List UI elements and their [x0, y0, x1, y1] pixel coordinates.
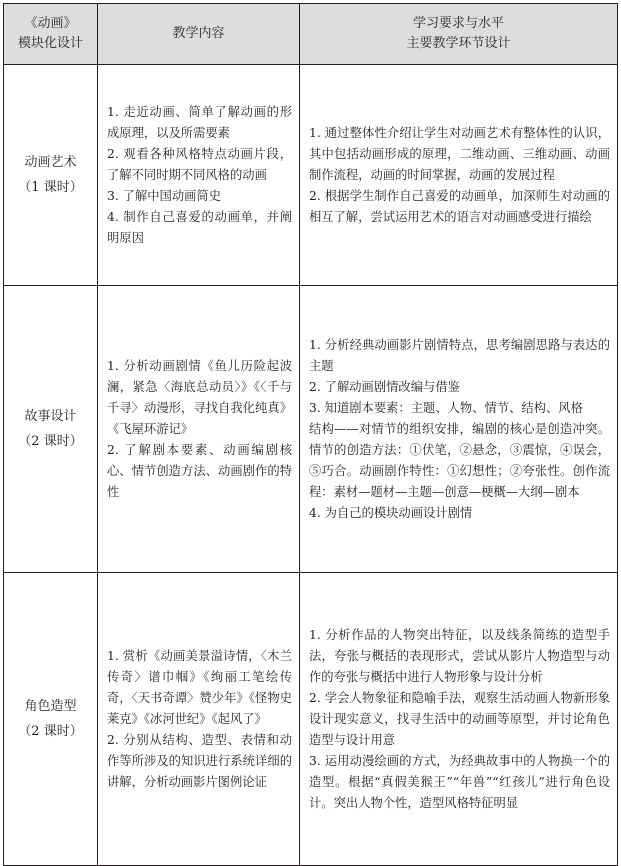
requirements-cell [300, 65, 618, 286]
module-hours: （1 课时） [18, 180, 83, 195]
requirement-item: 1. 分析作品的人物突出特征，以及线条简练的造型手法，夸张与概括的表现形式，尝试从影片人物造型与动作的夸张与概括中进行人物形象与设计分析 [309, 627, 610, 684]
requirement-item: 2. 根据学生制作自己喜爱的动画单，加深师生对动画的相互了解，尝试运用艺术的语言对动画感受进行描绘 [309, 188, 610, 224]
module-name: 动画艺术 [24, 155, 77, 170]
content-cell [98, 286, 300, 573]
content-item: 2. 了解剧本要素、动画编剧核心、情节创造方法、动画剧作的特性 [107, 442, 292, 499]
module-cell [4, 286, 98, 573]
module-cell [4, 573, 98, 866]
content-item: 1. 赏析《动画美景溢诗情，〈木兰传奇〉谱巾帼》《绚丽工笔绘传奇，〈天书奇谭〉赞少年》《怪物史莱克》《冰河世纪》《起风了》 [107, 648, 292, 726]
requirement-item: 2. 了解动画剧情改编与借鉴 [309, 379, 460, 394]
header-row [4, 4, 618, 65]
table-row [4, 65, 618, 286]
content-item: 1. 分析动画剧情《鱼儿历险起波澜，紧急〈海底总动员〉》《〈千与千寻〉动漫形，寻找自我化纯真》《飞屋环游记》 [107, 358, 292, 436]
content-item: 4. 制作自己喜爱的动画单，并阐明原因 [107, 209, 292, 245]
module-name: 角色造型 [24, 699, 77, 714]
requirement-item: 结构——对情节的组织安排，编剧的核心是创造冲突。情节的创造方法：①伏笔，②悬念，③震惊，④误会，⑤巧合。动画剧作特性：①幻想性；②夸张性。创作流程：素材—题材—主题—创意—梗概—大纲—剧本 [309, 421, 610, 499]
content-cell [98, 65, 300, 286]
requirements-cell [300, 573, 618, 866]
module-cell [4, 65, 98, 286]
header-requirements: 学习要求与水平 主要教学环节设计 [300, 4, 618, 65]
requirement-item: 1. 通过整体性介绍让学生对动画艺术有整体性的认识，其中包括动画形成的原理，二维动画、三维动画、动画制作流程，动画的时间掌握，动画的发展过程 [309, 125, 610, 182]
requirements-cell [300, 286, 618, 573]
content-item: 1. 走近动画、简单了解动画的形成原理，以及所需要素 [107, 104, 292, 140]
content-cell [98, 573, 300, 866]
content-item: 3. 了解中国动画简史 [107, 188, 222, 203]
module-name: 故事设计 [24, 409, 77, 424]
requirement-item: 1. 分析经典动画影片剧情特点，思考编剧思路与表达的主题 [309, 337, 610, 373]
table-row [4, 573, 618, 866]
requirement-item: 3. 知道剧本要素：主题、人物、情节、结构、风格 [309, 400, 583, 415]
table-row [4, 286, 618, 573]
course-table [3, 3, 618, 866]
module-hours: （2 课时） [18, 724, 83, 739]
module-hours: （2 课时） [18, 434, 83, 449]
header-module: 《动画》 模块化设计 [4, 4, 98, 65]
content-item: 2. 观看各种风格特点动画片段，了解不同时期不同风格的动画 [107, 146, 292, 182]
requirement-item: 2. 学会人物象征和隐喻手法，观察生活动画人物新形象设计现实意义，找寻生活中的动画等原型，并讨论角色造型与设计用意 [309, 690, 610, 747]
requirement-item: 4. 为自己的模块动画设计剧情 [309, 505, 473, 520]
requirement-item: 3. 运用动漫绘画的方式，为经典故事中的人物换一个的造型。根据“真假美猴王”“年兽”“红孩儿”进行角色设计。突出人物个性，造型风格特征明显 [309, 753, 610, 810]
content-item: 2. 分别从结构、造型、表情和动作等所涉及的知识进行系统详细的讲解，分析动画影片图例论证 [107, 732, 292, 789]
header-content: 教学内容 [98, 4, 300, 65]
